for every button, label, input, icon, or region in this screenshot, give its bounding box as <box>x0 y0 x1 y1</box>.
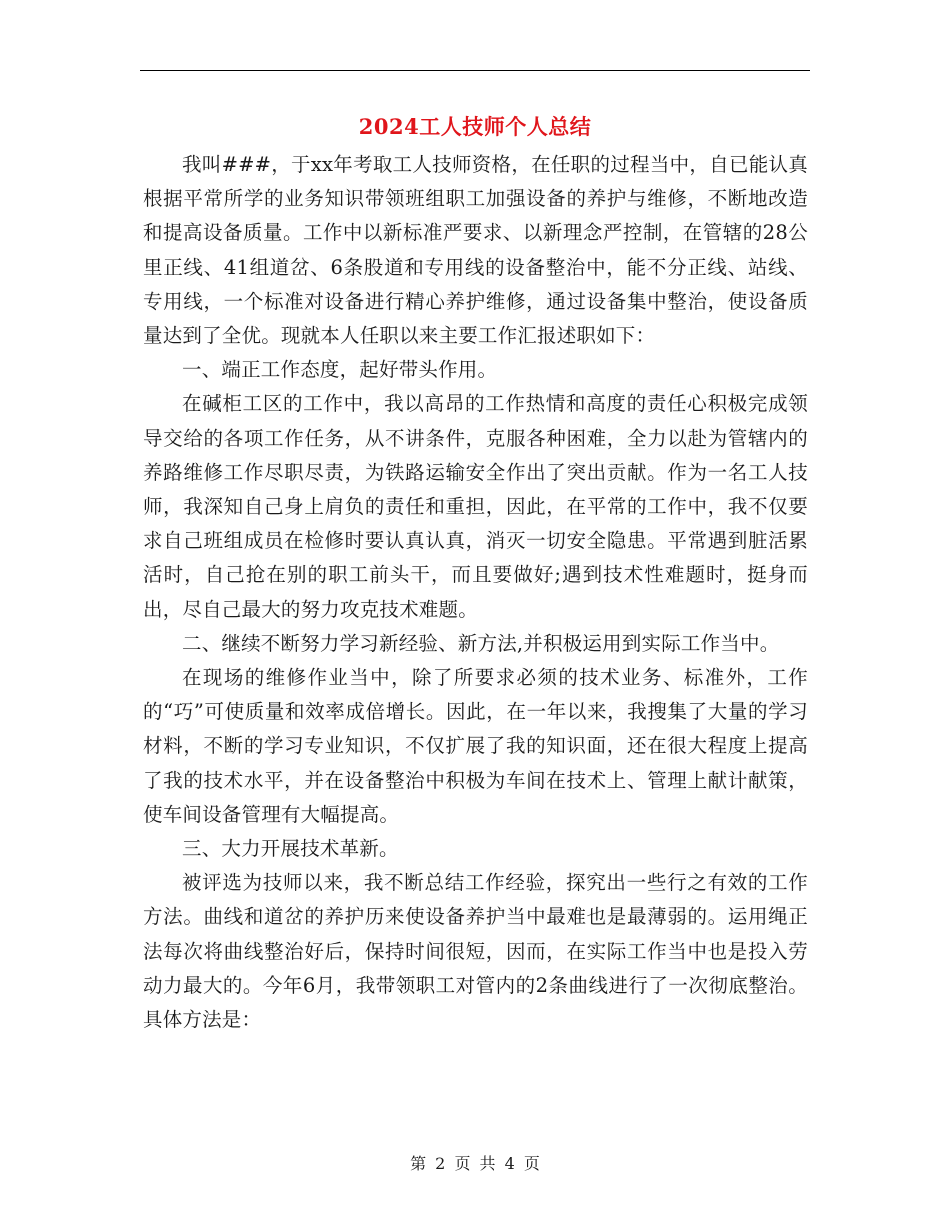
section-heading-1: 一、端正工作态度，起好带头作用。 <box>182 358 498 382</box>
paragraph-intro: 我叫###，于xx年考取工人技师资格，在任职的过程当中，自已能认真根据平常所学的业务知识带领班组职工加强设备的养护与维修，不断地改造和提高设备质量。工作中以新标准严要求、以新理念严控制，在管辖的28公里正线、41组道岔、6条股道和专用线的设备整治中，能不分正线、站线、专用线，一个标准对设备进行精心养护维修，通过设备集中整治，使设备质量达到了全优。现就本人任职以来主要工作汇报述职如下： <box>143 153 808 348</box>
section-heading-3: 三、大力开展技术革新。 <box>182 837 399 861</box>
document-title: 2024工人技师个人总结 <box>358 114 592 139</box>
page-number-footer: 第 2 页 共 4 页 <box>410 1154 540 1173</box>
document-body <box>143 148 808 1037</box>
paragraph-section-2: 在现场的维修作业当中，除了所要求必须的技术业务、标准外，工作的“巧”可使质量和效率成倍增长。因此，在一年以来，我搜集了大量的学习材料，不断的学习专业知识，不仅扩展了我的知识面，还在很大程度上提高了我的技术水平，并在设备整治中积极为车间在技术上、管理上献计献策，使车间设备管理有大幅提高。 <box>143 666 808 826</box>
header-rule <box>140 70 810 71</box>
paragraph-section-3: 被评选为技师以来，我不断总结工作经验，探究出一些行之有效的工作方法。曲线和道岔的养护历来使设备养护当中最难也是最薄弱的。运用绳正法每次将曲线整治好后，保持时间很短，因而，在实际工作当中也是投入劳动力最大的。今年6月，我带领职工对管内的2条曲线进行了一次彻底整治。具体方法是： <box>143 871 808 1032</box>
section-heading-2: 二、继续不断努力学习新经验、新方法,并积极运用到实际工作当中。 <box>182 631 780 655</box>
paragraph-section-1: 在碱柜工区的工作中，我以高昂的工作热情和高度的责任心积极完成领导交给的各项工作任务，从不讲条件，克服各种困难，全力以赴为管辖内的养路维修工作尽职尽责，为铁路运输安全作出了突出贡献。作为一名工人技师，我深知自己身上肩负的责任和重担，因此，在平常的工作中，我不仅要求自己班组成员在检修时要认真认真，消灭一切安全隐患。平常遇到脏活累活时，自己抢在别的职工前头干，而且要做好;遇到技术性难题时，挺身而出，尽自己最大的努力攻克技术难题。 <box>143 392 808 621</box>
